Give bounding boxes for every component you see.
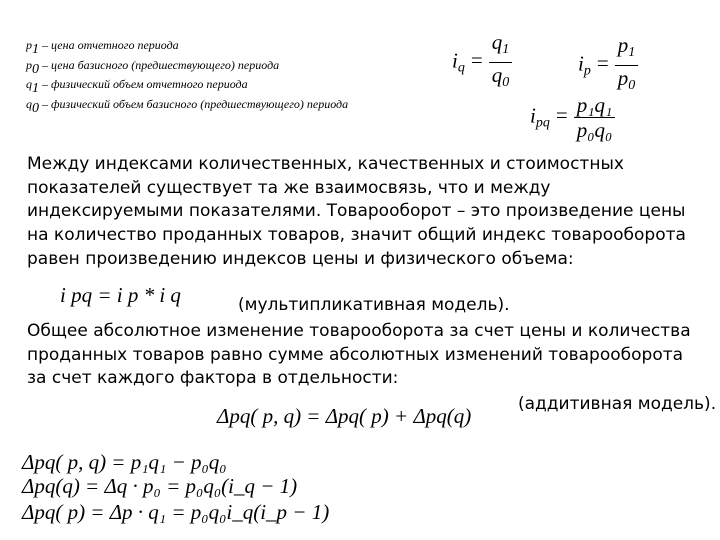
legend-text: – физический объем базисного (предшествующего) периода [39, 96, 349, 111]
legend-text: – цена базисного (предшествующего) периода [39, 57, 280, 72]
legend-subscript: 0 [32, 100, 39, 116]
legend-item-p1 [26, 38, 348, 58]
paragraph-index-relationship [27, 153, 717, 272]
variable-legend [26, 38, 348, 116]
multiplicative-formula: i pq = i p * i q [60, 283, 181, 307]
text-line: за счет каждого фактора в отдельности: [27, 368, 399, 389]
denominator: $q_0$ [489, 62, 513, 95]
paragraph-absolute-change [27, 320, 717, 391]
legend-subscript: 1 [32, 42, 39, 57]
legend-symbol: q [26, 96, 32, 111]
legend-symbol: p [26, 57, 32, 72]
numerator: $q_1$ [491, 30, 510, 57]
denominator: p₀q₀ [574, 117, 616, 142]
legend-item-q0 [26, 97, 348, 117]
numerator: p₁q₁ [576, 93, 613, 117]
fraction [615, 33, 639, 98]
delta-total-formula: Δpq( p, q) = p₁q₁ − p₀q₀ [22, 450, 227, 474]
legend-item-q1 [26, 77, 348, 97]
formula-lhs-sub: p [583, 63, 591, 79]
legend-symbol: q [26, 77, 32, 91]
text-line: индексируемыми показателями. Товарооборот – это произведение цены [27, 201, 686, 222]
text-line: Общее абсолютное изменение товарооборота за счет цены и количества [27, 321, 691, 341]
legend-symbol: p [26, 38, 32, 52]
text-line: на количество проданных товаров, значит общий индекс товарооборота [27, 225, 686, 246]
formula-ip: $i_p$ = $\frac{p_1}{p_0}$ [578, 33, 638, 98]
text-line: показателей существует та же взаимосвязь, что и между [27, 177, 551, 198]
text-line: Между индексами количественных, качественных и стоимостных [27, 154, 624, 174]
legend-subscript: 1 [32, 81, 39, 96]
delta-quantity-formula: Δpq(q) = Δq · p₀ = p₀q₀(i_q − 1) [22, 474, 298, 498]
formula-lhs-sub: q [457, 60, 465, 76]
formula-lhs: i [530, 103, 536, 128]
formula-lhs: i [452, 48, 458, 73]
text-line: проданных товаров равно сумме абсолютных изменений товарооборота [27, 344, 684, 365]
formula-ipq: $i_{pq}$ = $\frac{\text{p₁q₁}}{\text{p₀q₀}}$ [530, 93, 615, 142]
additive-formula: Δpq( p, q) = Δpq( p) + Δpq(q) [217, 404, 472, 428]
formula-lhs: i [578, 51, 584, 76]
text-line: равен произведению индексов цены и физического объема: [27, 248, 574, 269]
legend-text: – цена отчетного периода [39, 38, 179, 52]
numerator: $p_1$ [617, 33, 636, 60]
multiplicative-note: (мультипликативная модель). [238, 295, 510, 315]
fraction [574, 93, 616, 142]
formula-iq: $i_q$ = $\frac{q_1}{q_0}$ [452, 30, 512, 95]
additive-note: (аддитивная модель). [518, 394, 717, 414]
denominator: $p_0$ [615, 65, 639, 98]
legend-item-p0 [26, 58, 348, 78]
legend-text: – физический объем отчетного периода [39, 77, 248, 91]
delta-price-formula: Δpq( p) = Δp · q₁ = p₀q₀i_q(i_p − 1) [22, 500, 330, 524]
formula-lhs-sub: pq [535, 115, 550, 131]
legend-subscript: 0 [32, 61, 39, 77]
fraction [489, 30, 513, 95]
